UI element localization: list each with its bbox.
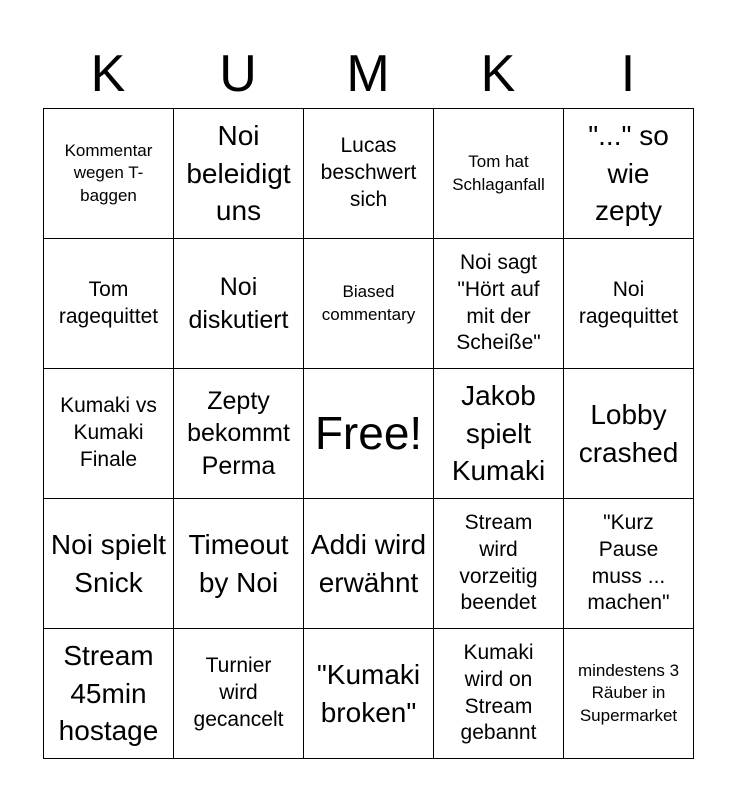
cell-text: Kumaki vs Kumaki Finale <box>60 394 157 471</box>
cell-text: Timeout by Noi <box>188 528 289 598</box>
cell-text: "Kurz Pause muss ... machen" <box>587 510 670 615</box>
header-letter-2: U <box>219 45 257 103</box>
bingo-cell[interactable] <box>44 239 174 369</box>
bingo-cell[interactable] <box>434 629 564 759</box>
cell-text: Tom ragequittet <box>58 277 159 328</box>
bingo-cell[interactable] <box>44 629 174 759</box>
cell-text: "Kumaki broken" <box>316 658 421 728</box>
bingo-cell[interactable] <box>564 629 694 759</box>
bingo-cell[interactable] <box>44 369 174 499</box>
cell-text: Stream 45min hostage <box>58 639 159 747</box>
cell-text: Addi wird erwähnt <box>310 528 427 598</box>
cell-text: Noi beleidigt uns <box>186 119 291 227</box>
bingo-cell[interactable] <box>434 109 564 239</box>
cell-text: Lobby crashed <box>578 398 679 468</box>
cell-text: Biased commentary <box>321 282 416 324</box>
cell-text: Zepty bekommt Perma <box>187 386 290 480</box>
bingo-cell[interactable] <box>564 239 694 369</box>
bingo-cell[interactable] <box>434 239 564 369</box>
cell-text: Noi diskutiert <box>188 273 289 334</box>
bingo-cell[interactable] <box>44 499 174 629</box>
bingo-cell[interactable] <box>564 109 694 239</box>
header-letter-4: K <box>480 45 516 103</box>
bingo-cell[interactable] <box>174 109 304 239</box>
bingo-cell[interactable] <box>174 499 304 629</box>
bingo-cell[interactable] <box>174 369 304 499</box>
bingo-cell-free[interactable] <box>304 369 434 499</box>
bingo-cell[interactable] <box>44 109 174 239</box>
bingo-cell[interactable] <box>304 109 434 239</box>
bingo-header <box>43 40 693 108</box>
bingo-cell[interactable] <box>564 369 694 499</box>
cell-text: "..." so wie zepty <box>588 119 669 227</box>
bingo-cell[interactable] <box>174 629 304 759</box>
bingo-grid <box>43 108 694 759</box>
cell-text: Noi spielt Snick <box>50 528 167 598</box>
cell-text: Jakob spielt Kumaki <box>451 379 546 487</box>
cell-text: Tom hat Schlaganfall <box>452 152 545 194</box>
cell-text: Stream wird vorzeitig beendet <box>459 510 538 615</box>
header-letter-3: M <box>346 45 390 103</box>
bingo-cell[interactable] <box>434 499 564 629</box>
cell-text: Noi ragequittet <box>578 277 679 328</box>
header-letter-5: I <box>620 45 636 103</box>
bingo-cell[interactable] <box>304 499 434 629</box>
cell-text: Kumaki wird on Stream gebannt <box>460 640 537 745</box>
header-letter-1: K <box>90 45 126 103</box>
cell-text: Turnier wird gecancelt <box>193 654 284 731</box>
bingo-cell[interactable] <box>174 239 304 369</box>
cell-text: Lucas beschwert sich <box>320 134 417 211</box>
bingo-cell[interactable] <box>304 239 434 369</box>
cell-text: Free! <box>314 406 423 459</box>
cell-text: Noi sagt "Hört auf mit der Scheiße" <box>456 250 541 355</box>
cell-text: Kommentar wegen T-baggen <box>64 141 153 205</box>
bingo-cell[interactable] <box>304 629 434 759</box>
bingo-cell[interactable] <box>564 499 694 629</box>
cell-text: mindestens 3 Räuber in Supermarket <box>577 661 680 725</box>
bingo-cell[interactable] <box>434 369 564 499</box>
